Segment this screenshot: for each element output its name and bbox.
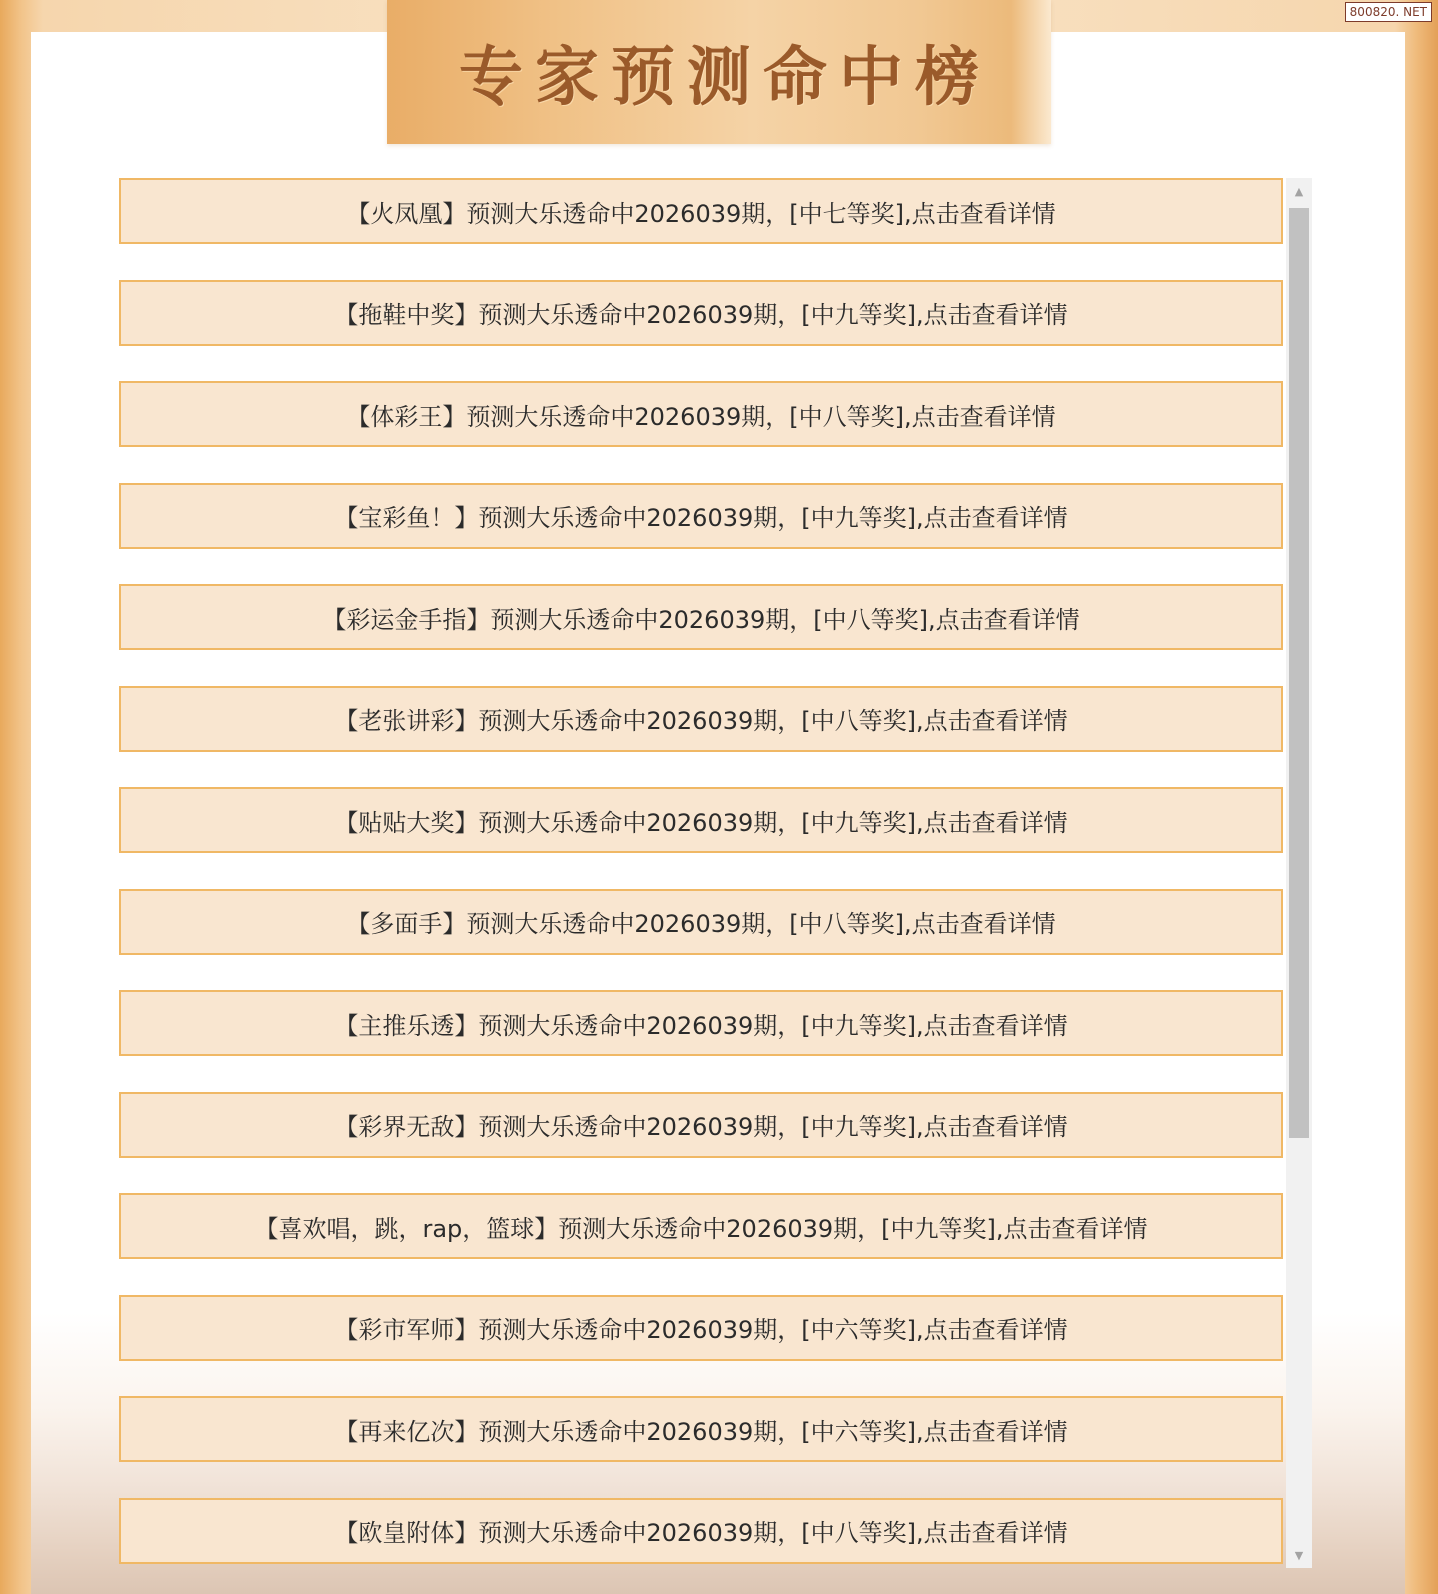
list-item-label: 【再来亿次】预测大乐透命中2026039期，[中六等奖],点击查看详情 [334,1417,1068,1446]
list-item-label: 【宝彩鱼！】预测大乐透命中2026039期，[中九等奖],点击查看详情 [334,504,1068,532]
list-item-label: 【欧皇附体】预测大乐透命中2026039期，[中八等奖],点击查看详情 [334,1519,1068,1547]
list-item[interactable] [119,178,1283,244]
list-item[interactable] [119,1092,1283,1158]
list-item-label: 【彩市军师】预测大乐透命中2026039期，[中六等奖],点击查看详情 [334,1316,1068,1344]
prediction-list-scroll[interactable] [119,178,1312,1568]
list-item-label: 【彩界无敌】预测大乐透命中2026039期，[中九等奖],点击查看详情 [334,1113,1068,1141]
list-item[interactable] [119,889,1283,955]
list-item[interactable] [119,1396,1283,1462]
scrollbar-thumb[interactable] [1289,208,1309,1138]
list-item-label: 【老张讲彩】预测大乐透命中2026039期，[中八等奖],点击查看详情 [334,707,1068,735]
page-title: 专家预测命中榜 [459,41,991,115]
list-item-label: 【多面手】预测大乐透命中2026039期，[中八等奖],点击查看详情 [346,910,1056,938]
list-item[interactable] [119,990,1283,1056]
list-item[interactable] [119,381,1283,447]
title-banner [387,0,1051,144]
vertical-scrollbar[interactable] [1286,178,1312,1568]
scroll-up-icon[interactable]: ▲ [1294,184,1304,198]
list-item[interactable] [119,1498,1283,1564]
list-item-label: 【拖鞋中奖】预测大乐透命中2026039期，[中九等奖],点击查看详情 [334,301,1068,329]
list-item[interactable] [119,686,1283,752]
list-item-label: 【火凤凰】预测大乐透命中2026039期，[中七等奖],点击查看详情 [346,199,1056,228]
scroll-down-icon[interactable]: ▼ [1294,1548,1304,1562]
site-watermark: 800820. NET [1345,2,1432,22]
list-item-label: 【主推乐透】预测大乐透命中2026039期，[中九等奖],点击查看详情 [334,1011,1068,1040]
prediction-list [119,178,1283,1568]
list-item[interactable] [119,280,1283,346]
list-item-label: 【贴贴大奖】预测大乐透命中2026039期，[中九等奖],点击查看详情 [334,808,1068,837]
list-item-label: 【体彩王】预测大乐透命中2026039期，[中八等奖],点击查看详情 [346,402,1056,431]
list-item[interactable] [119,1295,1283,1361]
list-item[interactable] [119,787,1283,853]
list-item[interactable] [119,1193,1283,1259]
list-item[interactable] [119,483,1283,549]
list-item[interactable] [119,584,1283,650]
list-item-label: 【彩运金手指】预测大乐透命中2026039期，[中八等奖],点击查看详情 [322,605,1080,634]
list-item-label: 【喜欢唱，跳，rap，篮球】预测大乐透命中2026039期，[中九等奖],点击查看详情 [254,1214,1148,1243]
